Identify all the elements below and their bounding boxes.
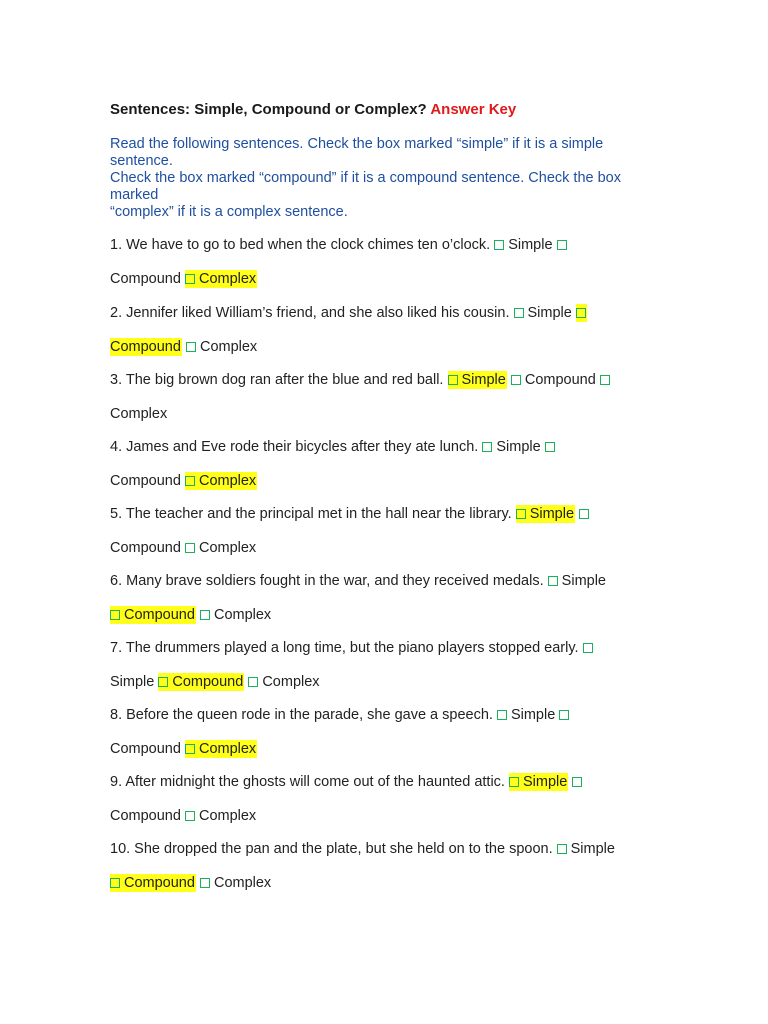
option-compound[interactable] <box>110 271 181 287</box>
checkbox-icon[interactable] <box>511 375 521 385</box>
checkbox-icon[interactable] <box>583 643 593 653</box>
checkbox-icon[interactable] <box>579 509 589 519</box>
checkbox-icon[interactable] <box>559 710 569 720</box>
answer-key-label: Answer Key <box>430 101 517 118</box>
checkbox-icon[interactable] <box>494 240 504 250</box>
option-simple[interactable] <box>110 674 154 690</box>
instruction-line: Check the box marked “compound” if it is a compound sentence. Check the box <box>110 170 621 186</box>
option-label: Complex <box>198 271 257 287</box>
question-text: 7. The drummers played a long time, but the piano players stopped early. <box>110 640 579 656</box>
option-complex[interactable] <box>200 607 271 623</box>
checkbox-icon[interactable] <box>576 308 586 318</box>
option-label: Simple <box>461 372 506 388</box>
instruction-line: “complex” if it is a complex sentence. <box>110 204 348 220</box>
option-label: Compound <box>110 271 181 287</box>
checkbox-icon[interactable] <box>185 476 195 486</box>
checkbox-icon[interactable] <box>200 878 210 888</box>
option-complex-selected[interactable] <box>185 740 257 758</box>
checkbox-icon[interactable] <box>482 442 492 452</box>
instructions <box>110 136 670 221</box>
option-label: Complex <box>198 473 257 489</box>
checkbox-icon[interactable] <box>185 543 195 553</box>
option-label: Compound <box>124 875 195 891</box>
question-text: 4. James and Eve rode their bicycles after they ate lunch. <box>110 439 479 455</box>
option-simple[interactable] <box>494 237 552 253</box>
option-simple-selected[interactable] <box>516 505 575 523</box>
instruction-line: sentence. <box>110 153 173 169</box>
option-complex-selected[interactable] <box>185 270 257 288</box>
option-label: Simple <box>561 573 606 589</box>
checkbox-icon[interactable] <box>516 509 526 519</box>
option-label: Complex <box>262 674 320 690</box>
question-text: 2. Jennifer liked William’s friend, and she also liked his cousin. <box>110 305 510 321</box>
option-compound-selected[interactable] <box>110 606 196 624</box>
checkbox-icon[interactable] <box>600 375 610 385</box>
option-simple[interactable] <box>548 573 606 589</box>
question-text: 6. Many brave soldiers fought in the war, and they received medals. <box>110 573 544 589</box>
question-7 <box>110 638 710 706</box>
option-simple[interactable] <box>482 439 540 455</box>
option-label: Simple <box>510 707 556 723</box>
option-simple[interactable] <box>497 707 555 723</box>
option-compound[interactable] <box>110 540 181 556</box>
checkbox-icon[interactable] <box>572 777 582 787</box>
question-5 <box>110 504 710 572</box>
option-label: Simple <box>529 506 575 522</box>
question-8 <box>110 705 710 773</box>
option-label: Compound <box>110 808 181 824</box>
option-compound-selected[interactable] <box>110 874 196 892</box>
checkbox-icon[interactable] <box>158 677 168 687</box>
checkbox-icon[interactable] <box>557 844 567 854</box>
option-label: Compound <box>124 607 195 623</box>
question-text: 8. Before the queen rode in the parade, she gave a speech. <box>110 707 493 723</box>
question-6 <box>110 571 710 639</box>
option-compound-selected[interactable] <box>158 673 244 691</box>
option-label: Simple <box>570 841 615 857</box>
option-complex[interactable] <box>185 540 256 556</box>
option-complex[interactable] <box>186 339 257 355</box>
option-simple[interactable] <box>514 305 572 321</box>
instruction-line: Read the following sentences. Check the box marked “simple” if it is a simple <box>110 136 604 152</box>
checkbox-icon[interactable] <box>557 240 567 250</box>
question-1 <box>110 235 710 303</box>
option-compound[interactable] <box>110 808 181 824</box>
option-label: Compound <box>524 372 596 388</box>
title-text: Sentences: Simple, Compound or Complex? <box>110 101 427 118</box>
checkbox-icon[interactable] <box>186 342 196 352</box>
option-complex-selected[interactable] <box>185 472 257 490</box>
question-text: 10. She dropped the pan and the plate, but she held on to the spoon. <box>110 841 553 857</box>
checkbox-icon[interactable] <box>497 710 507 720</box>
option-label: Simple <box>522 774 568 790</box>
option-label: Compound <box>110 339 181 355</box>
option-simple-selected[interactable] <box>509 773 568 791</box>
option-simple-selected[interactable] <box>448 371 507 389</box>
question-text: 5. The teacher and the principal met in the hall near the library. <box>110 506 512 522</box>
option-compound[interactable] <box>110 741 181 757</box>
page-title <box>110 101 516 118</box>
question-text: 3. The big brown dog ran after the blue and red ball. <box>110 372 444 388</box>
option-label: Complex <box>213 607 272 623</box>
checkbox-icon[interactable] <box>110 878 120 888</box>
option-label: Compound <box>172 674 244 690</box>
option-label: Compound <box>110 473 181 489</box>
checkbox-icon[interactable] <box>548 576 558 586</box>
option-simple[interactable] <box>557 841 615 857</box>
checkbox-icon[interactable] <box>185 274 195 284</box>
checkbox-icon[interactable] <box>545 442 555 452</box>
option-compound[interactable] <box>110 473 181 489</box>
option-complex[interactable] <box>248 674 319 690</box>
checkbox-icon[interactable] <box>200 610 210 620</box>
option-complex[interactable] <box>200 875 271 891</box>
option-label: Complex <box>198 741 257 757</box>
checkbox-icon[interactable] <box>110 610 120 620</box>
option-label: Simple <box>110 674 155 690</box>
checkbox-icon[interactable] <box>509 777 519 787</box>
question-9 <box>110 772 710 840</box>
option-compound-selected[interactable] <box>110 338 182 356</box>
option-complex[interactable] <box>110 406 167 422</box>
instruction-line: marked <box>110 187 159 203</box>
option-label: Complex <box>213 875 272 891</box>
checkbox-icon[interactable] <box>185 811 195 821</box>
checkbox-icon[interactable] <box>248 677 258 687</box>
option-complex[interactable] <box>185 808 256 824</box>
option-label: Simple <box>496 439 541 455</box>
checkbox-icon[interactable] <box>448 375 458 385</box>
option-label: Complex <box>198 808 257 824</box>
question-10 <box>110 839 710 907</box>
option-label: Complex <box>110 406 168 422</box>
option-label: Complex <box>198 540 257 556</box>
question-4 <box>110 437 710 505</box>
question-2 <box>110 303 710 371</box>
question-text: 9. After midnight the ghosts will come out of the haunted attic. <box>110 774 505 790</box>
option-label: Compound <box>110 540 181 556</box>
option-label: Simple <box>508 237 553 253</box>
question-text: 1. We have to go to bed when the clock chimes ten o’clock. <box>110 237 491 253</box>
checkbox-icon[interactable] <box>185 744 195 754</box>
option-label: Compound <box>110 741 181 757</box>
checkbox-icon[interactable] <box>514 308 524 318</box>
option-label: Simple <box>527 305 572 321</box>
question-3 <box>110 370 710 438</box>
option-compound[interactable] <box>511 372 596 388</box>
option-label: Complex <box>199 339 258 355</box>
